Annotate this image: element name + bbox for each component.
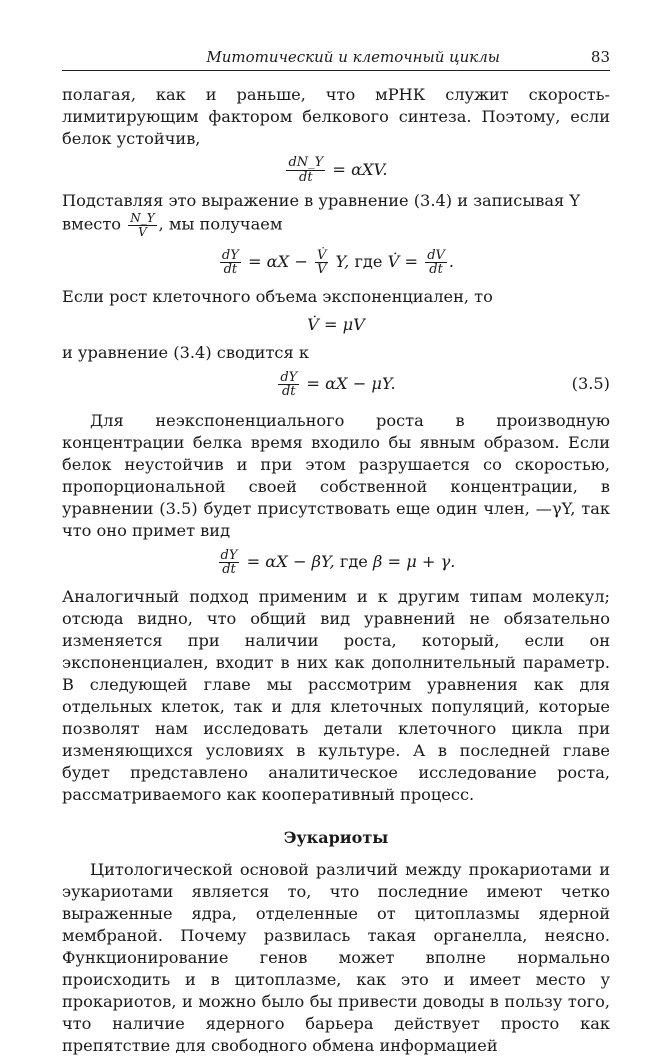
equation-rhs: = αX − βY, (246, 552, 335, 572)
fraction-denominator: dt (223, 262, 238, 278)
fraction-numerator: dY (221, 247, 239, 263)
equation-3-5 (62, 364, 610, 404)
fraction-denominator: dt (429, 262, 443, 278)
equation-condition: β = μ + γ. (373, 552, 456, 572)
section-heading: Эукариоты (283, 828, 389, 848)
fraction-denominator: V (317, 262, 327, 278)
paragraph-6: Аналогичный подход применим и к другим типам молекул; отсюда видно, что общий вид уравнений не обязательно изменяется при наличии роста, который, если он экспоненциален, входит в них как дополнительный параметр. В следующей главе мы рассмотрим уравнения как для отдельных клеток, так и для клеточных популяций, которые позволят нам исследовать детали клеточного цикла при изменяющихся условиях в культуре. А в последней главе будет представлено аналитическое исследование роста, рассматриваемого как кооперативный процесс. (62, 587, 610, 805)
fraction-vdot-v (315, 249, 328, 277)
word-vmesto: вместо (62, 214, 122, 234)
fraction-denominator: dt (299, 170, 313, 185)
word-where: где (339, 552, 368, 572)
fraction-ny-v (128, 212, 156, 238)
equation-vdot-mu-v: V̇ = μV (307, 315, 365, 335)
fraction-numerator: N_Y (130, 211, 155, 225)
page-number: 83 (590, 48, 610, 66)
equation-end: . (448, 252, 455, 272)
fraction-denominator: dt (281, 384, 296, 400)
equation-mid: = αX − (247, 252, 308, 272)
paragraph-7: Цитологической основой различий между прокариотами и эукариотами является то, что последние имеют четко выраженные ядра, отделенные от цитоплазмы ядерной мембраной. Почему развилась такая органелла, неясно. Функционирование генов может вполне нормально происходить и в цитоплазме, как это и имеет место у прокариотов, и можно было бы привести доводы в пользу того, что наличие ядерного барьера действует просто как препятствие для свободного обмена информацией (62, 860, 610, 1056)
paragraph-1: полагая, как и раньше, что мРНК служит скорость-лимитирующим фактором белкового синтеза. Поэтому, если белок устойчив, (62, 85, 610, 148)
paragraph-5: Для неэкспоненциального роста в производную концентрации белка время входило бы явным образом. Если белок неустойчив и при этом разрушается со скоростью, пропорциональной своей собственной концентрации, в уравнении (3.5) будет присутствовать еще один член, —γY, так что оно примет вид (62, 411, 610, 541)
equation-after: Y, (335, 252, 350, 272)
fraction-denominator: dt (222, 562, 236, 578)
page-body (62, 84, 610, 1057)
equation-rhs: = αX − μY. (306, 374, 396, 394)
equation-number: (3.5) (571, 374, 610, 394)
word-where: где (354, 252, 383, 272)
fraction-denominator: V (138, 224, 147, 239)
equation-beta (62, 542, 610, 582)
fraction-dy-dt (220, 249, 241, 277)
paragraph-2-end: , мы получаем (158, 214, 283, 234)
equation-dy-dt-with-vdot (62, 238, 610, 286)
fraction-numerator: dN_Y (288, 155, 324, 171)
fraction-dv-dt (425, 249, 447, 277)
running-title: Митотический и клеточный циклы (206, 48, 500, 66)
equation-vdot: V̇ = (387, 252, 419, 272)
paragraph-3: Если рост клеточного объема экспоненциален, то (62, 287, 493, 307)
running-header (62, 44, 610, 71)
paragraph-4: и уравнение (3.4) сводится к (62, 343, 309, 363)
fraction-numerator: dV (427, 247, 445, 263)
fraction-numerator: dY (280, 369, 298, 385)
fraction-numerator: V̇ (317, 247, 327, 263)
fraction-dny-dt (286, 156, 325, 184)
paragraph-2-line-2 (62, 212, 610, 238)
paragraph-2-line-1: Подставляя это выражение в уравнение (3.4) и записывая Y (62, 191, 581, 210)
equation-dny-dt (62, 150, 610, 190)
equation-rhs: = αXV. (332, 160, 388, 179)
fraction-dy-dt (219, 549, 240, 577)
fraction-dy-dt (278, 371, 299, 399)
fraction-numerator: dY (220, 547, 238, 563)
